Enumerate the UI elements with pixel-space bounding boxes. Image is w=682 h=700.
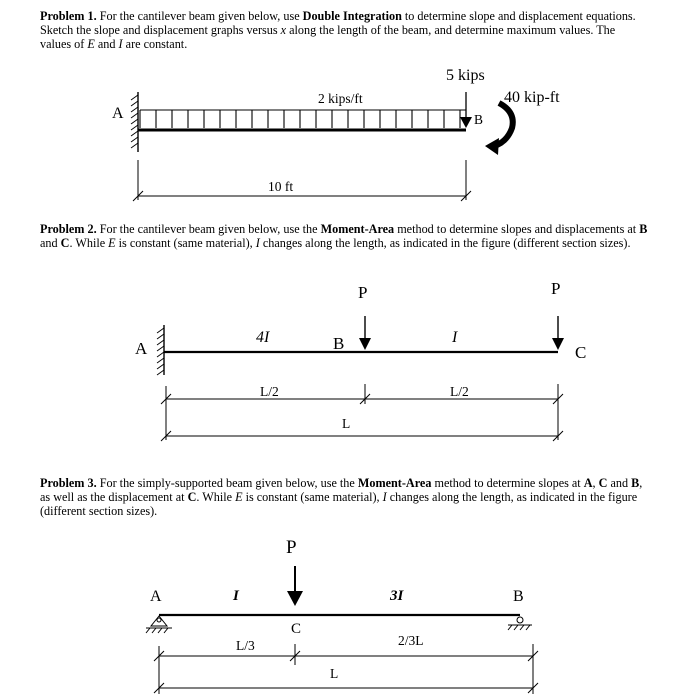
problem-3-var-e: E	[235, 490, 243, 504]
free-end-label-b: B	[474, 112, 484, 127]
pin-support-a	[146, 616, 172, 633]
stiffness-left-label: 4I	[256, 329, 270, 346]
problem-2-var-i: I	[255, 236, 260, 250]
load-b-label: P	[358, 283, 368, 302]
problem-2-text-part: and	[40, 236, 61, 250]
stiffness-left-label: I	[233, 588, 239, 604]
problem-2-label: Problem 2.	[40, 222, 97, 236]
distributed-load-label: 2 kips/ft	[318, 91, 363, 106]
problem-1-text-part: For the cantilever beam given below, use	[96, 9, 303, 23]
dim-right-label: 2/3L	[398, 633, 424, 648]
problem-2-var-e: E	[108, 236, 116, 250]
point-c-label: C	[575, 343, 587, 362]
dim-left-label: L/3	[236, 638, 255, 653]
problem-1-var-e: E	[87, 37, 95, 51]
problem-1-var-x: x	[280, 23, 287, 37]
problem-3-text-part: is constant (same material),	[242, 490, 383, 504]
problem-3-point-a: A	[583, 476, 593, 490]
problem-3-label: Problem 3.	[40, 476, 97, 490]
problem-2-method: Moment-Area	[320, 222, 395, 236]
problem-3-point-c: C	[187, 490, 197, 504]
load-p-label: P	[286, 537, 297, 558]
problem-3-text-part: , as well as the displacement at	[40, 476, 643, 504]
problem-3-text-part: For the simply-supported beam given below, use the	[96, 476, 358, 490]
problem-3-point-c: C	[598, 476, 608, 490]
problem-2-text-part: For the cantilever beam given below, use the	[96, 222, 321, 236]
point-load-label: 5 kips	[446, 67, 485, 84]
problem-3-text-part: . While	[196, 490, 236, 504]
problem-1-text-part: and	[94, 37, 119, 51]
support-label-a: A	[112, 105, 124, 122]
problem-3-method: Moment-Area	[357, 476, 432, 490]
dim-right-label: L/2	[450, 384, 469, 399]
problem-3-text-part: and	[607, 476, 632, 490]
problem-2-text-part: method to determine slopes and displacements at	[394, 222, 640, 236]
problem-3-text-part: method to determine slopes at	[431, 476, 584, 490]
problem-1-label: Problem 1.	[40, 9, 97, 23]
problem-2-text-part: changes along the length, as indicated in the figure (different section sizes).	[259, 236, 631, 250]
support-label-a: A	[135, 339, 148, 358]
dim-total-label: L	[330, 666, 339, 681]
dim-total-label: L	[342, 416, 351, 431]
load-p-arrowhead	[287, 591, 303, 606]
problem-2-text-part: . While	[69, 236, 109, 250]
problem-2-point-c: C	[60, 236, 70, 250]
problem-3-text-part: changes along the length, as indicated in the figure (different section sizes).	[40, 490, 638, 518]
problem-1-text-part: are constant.	[122, 37, 188, 51]
point-b-label: B	[333, 334, 345, 353]
problem-3-text-part: ,	[592, 476, 599, 490]
problem-2-text-part: is constant (same material),	[115, 236, 256, 250]
dimension-3	[154, 644, 538, 694]
load-c-label: P	[551, 279, 561, 298]
problem-1-method: Double Integration	[302, 9, 402, 23]
stiffness-right-label: 3I	[390, 588, 404, 604]
problem-1-text-part: along the length of the beam, and determine maximum values. The values of	[40, 23, 616, 51]
moment-label: 40 kip-ft	[504, 89, 560, 106]
roller-support-b	[508, 617, 532, 630]
point-c-label: C	[291, 621, 302, 637]
problem-1-text-part: to determine slope and displacement equations. Sketch the slope and displacement graphs versus	[40, 9, 636, 37]
support-label-b: B	[513, 588, 524, 605]
problem-1-var-i: I	[118, 37, 123, 51]
dim-left-label: L/2	[260, 384, 279, 399]
problem-3-var-i: I	[382, 490, 387, 504]
problem-2-point-b: B	[639, 222, 648, 236]
stiffness-right-label: I	[452, 329, 458, 346]
length-label: 10 ft	[268, 179, 294, 194]
support-label-a: A	[150, 588, 162, 605]
problem-3-point-b: B	[631, 476, 640, 490]
